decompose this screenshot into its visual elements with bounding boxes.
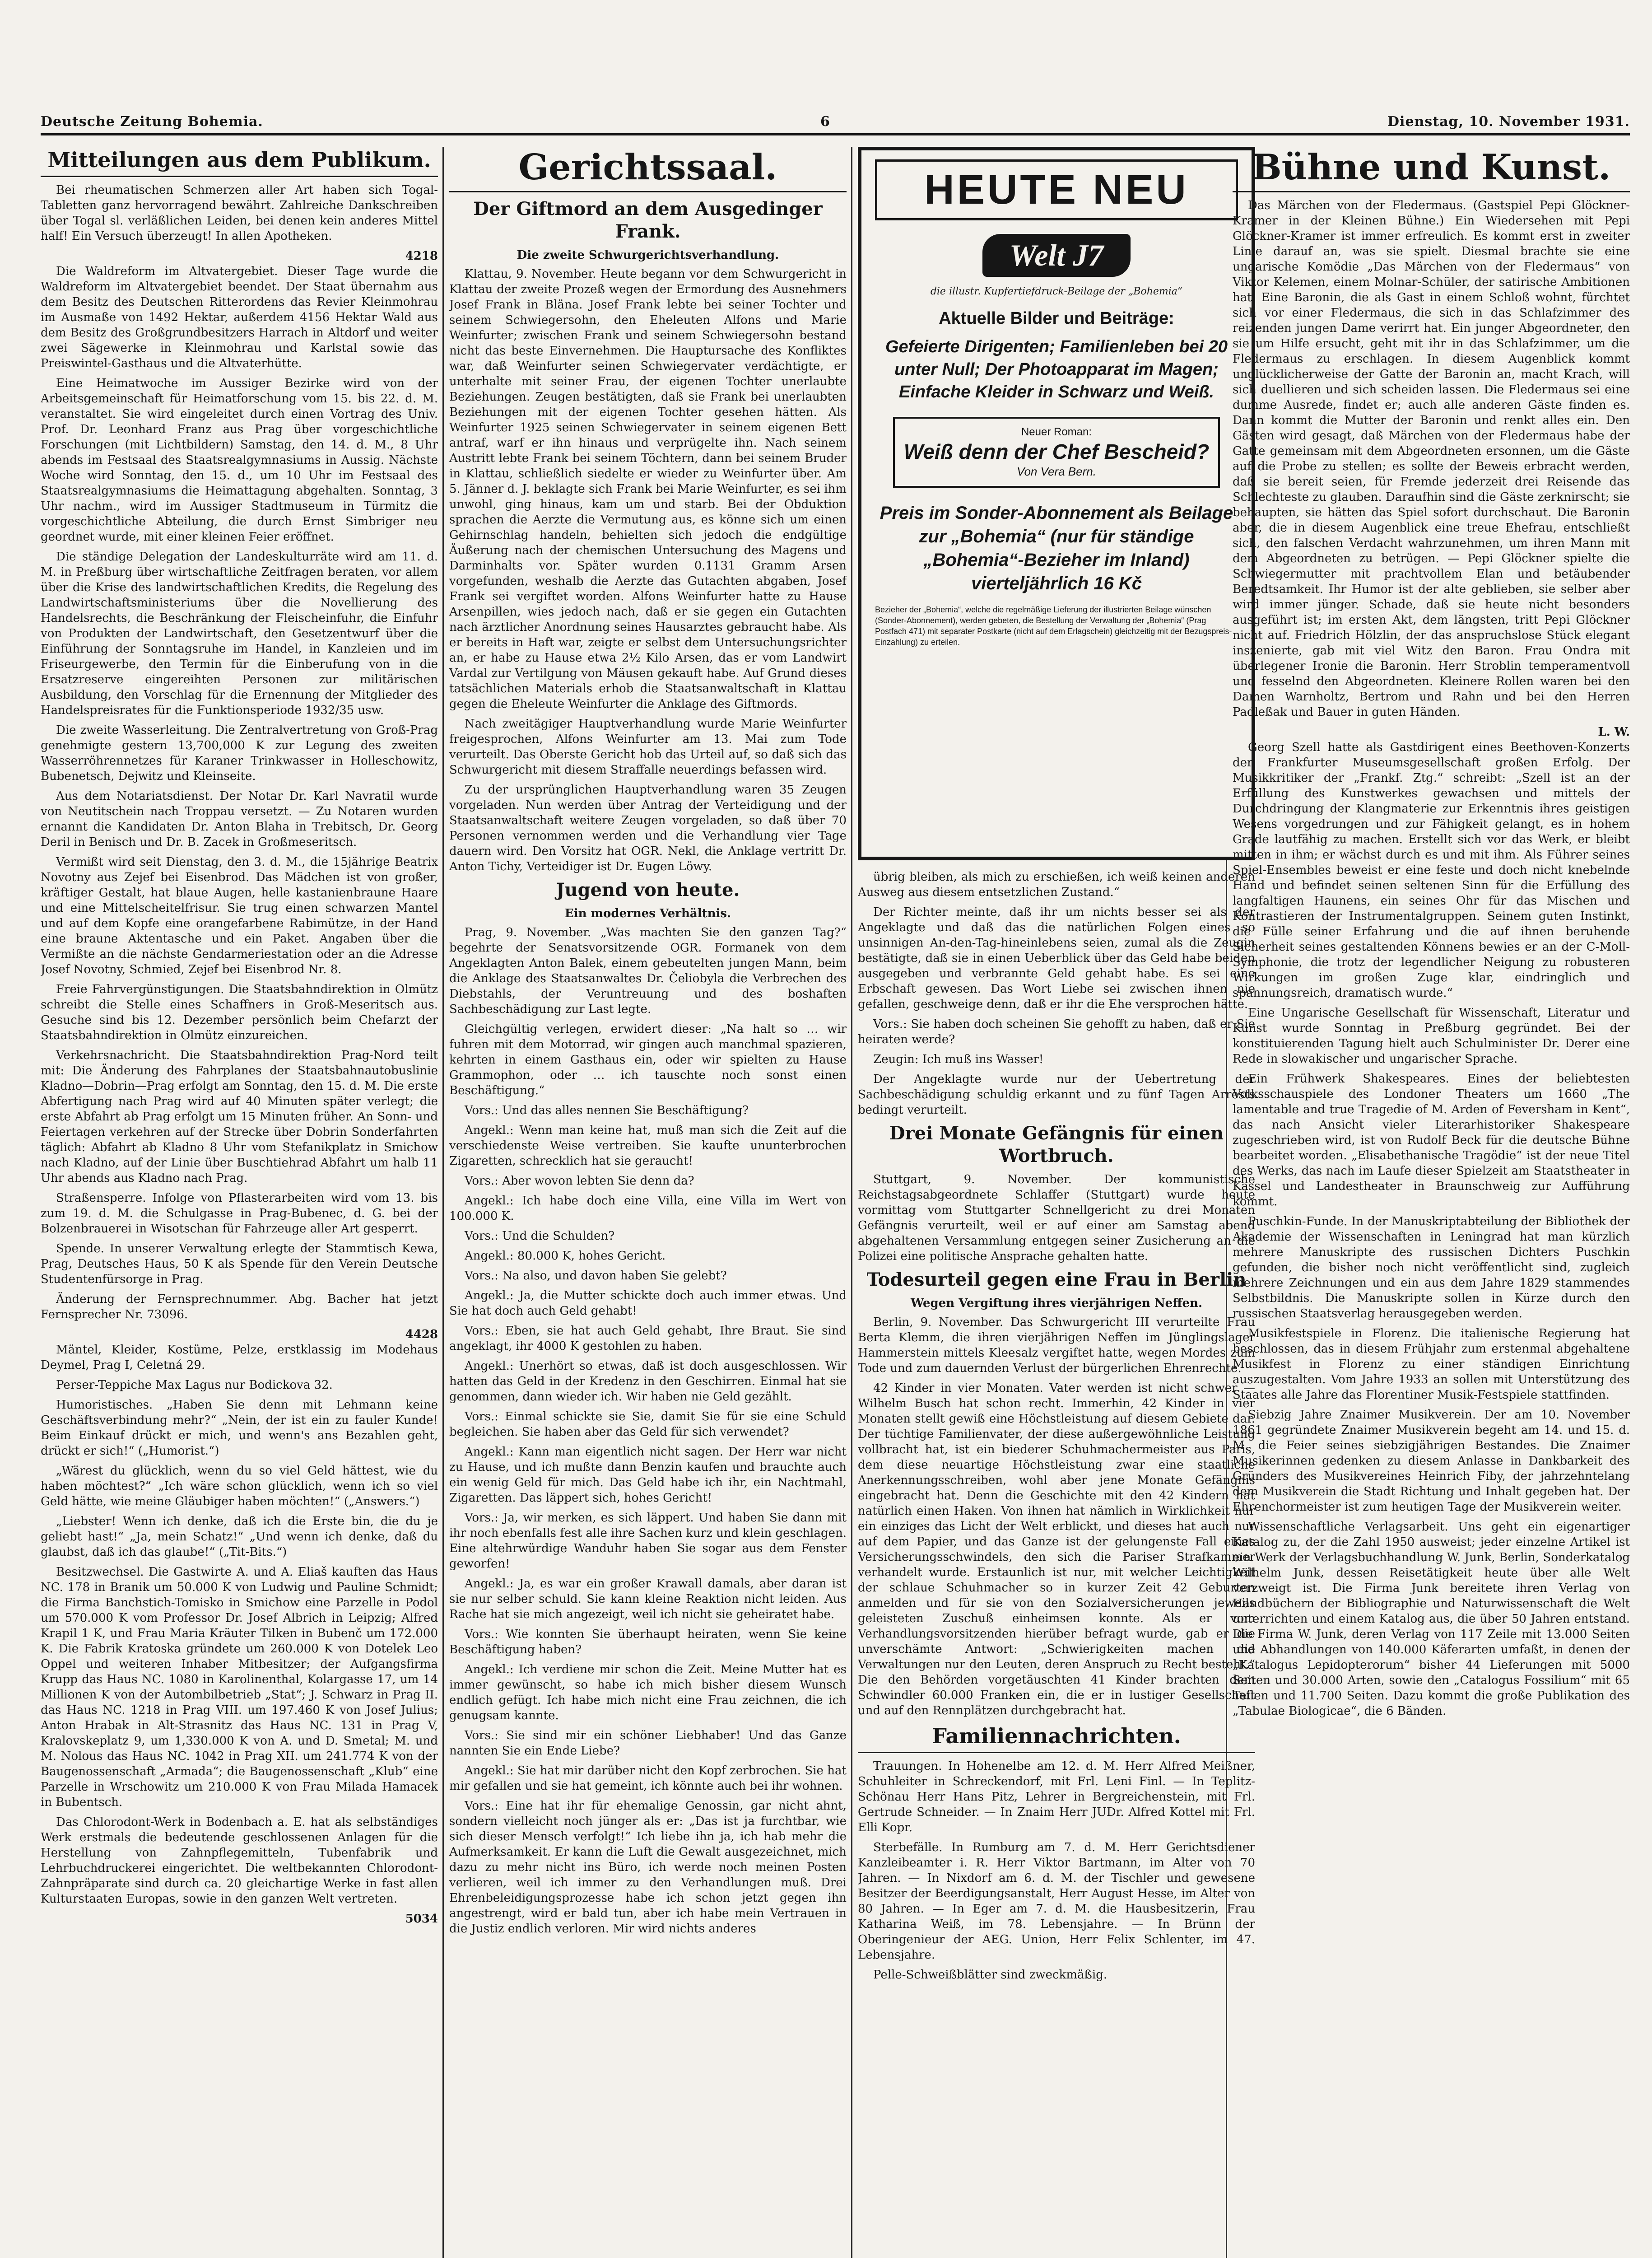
news-item: Puschkin-Funde. In der Manuskriptabteilung der Bibliothek der Akademie der Wissenschaften in Leningrad hat man kürzlich mehrere Manuskripte des russischen Dichters Puschkin gefunden, die bisher noch nicht veröffentlicht sind, zugleich mehrere Zeichnungen und ein aus dem Jahre 1829 stammendes Selbstbildnis. Die Manuskripte sollen in Kürze durch den russischen Staatsverlag herausgegeben werden.	[1233, 1215, 1630, 1320]
ad-headline: HEUTE NEU	[875, 159, 1238, 220]
article-paragraph: Gleichgültig verlegen, erwidert dieser: „Na halt so … wir fuhren mit dem Motorrad, wir gingen auch manchmal spazieren, kehrten in einem Gasthaus ein, oder wir spielten zu Hause Grammophon, oder … ich tauschte noch sonst einen Beschäftigung.“	[449, 1022, 847, 1097]
article-paragraph: Klattau, 9. November. Heute begann vor dem Schwurgericht in Klattau der zweite Prozeß wegen der Ermordung des Ausnehmers Josef Frank in Bläna. Josef Frank lebte bei seiner Tochter und seinem Schwiegersohn, den Eheleuten Alfons und Marie Weinfurter; zwischen Frank und seinem Schwiegersohn bestand nicht das beste Einvernehmen. Die Hauptursache des Konfliktes war, daß Weinfurter seinen Schwiegervater verdächtigte, er unterhalte mit seiner Frau, der eigenen Tochter unerlaubte Beziehungen. Zeugen bestätigten, daß sie Frank bei unerlaubten Beziehungen mit der eigenen Tochter gesehen hätten. Als Weinfurter 1925 seinen Schwiegervater in seinem eigenen Bett antraf, warf er ihn hinaus und verprügelte ihn. Nach seinem Austritt lebte Frank bei seinem Töchtern, dann bei seinem Bruder in Klattau, schließlich siedelte er wieder zu Weinfurter über. Am 5. Jänner d. J. beklagte sich Frank bei Marie Weinfurter, es sei ihm unwohl, ging hinaus, kam um und starb. Bei der Obduktion sprachen die Aerzte die Vermutung aus, es könne sich um einen Gehirnschlag handeln, behielten sich jedoch die endgültige Äußerung nach der chemischen Untersuchung des Magens und Darminhalts vor. Später wurden 0.1131 Gramm Arsen vorgefunden, weshalb die Aerzte das Gutachten abgaben, Josef Frank sei vergiftet worden. Alfons Weinfurter hatte zu Hause Arsenpillen, wies jedoch nach, daß er sie gegen ein Gutachten nach ärztlicher Anordnung seines Hausarztes gebraucht habe. Als er bereits in Haft war, zeigte er selbst dem Untersuchungsrichter an, er habe zu Hause etwa 2½ Kilo Arsen, das er vom Landwirt Vardal zur Vertilgung von Mäusen gekauft habe. Auf Grund dieses tatsächlichen Materials erhob die Staatsanwaltschaft in Klattau gegen die Eheleute Weinfurter die Anklage des Giftmords.	[449, 267, 847, 711]
news-item: Spende. In unserer Verwaltung erlegte der Stammtisch Kewa, Prag, Deutsches Haus, 50 K als Spende für den Verein Deutsche Studentenfürsorge in Prag.	[41, 1242, 438, 1286]
article-paragraph: Der Angeklagte wurde nur der Uebertretung der Sachbeschädigung schuldig erkannt und zu fünf Tagen Arrests bedingt verurteilt.	[858, 1073, 1255, 1117]
dialogue-line: Vors.: Wie konnten Sie überhaupt heiraten, wenn Sie keine Beschäftigung haben?	[449, 1628, 847, 1656]
dialogue-line: Vors.: Eine hat ihr für ehemalige Genossin, gar nicht ahnt, sondern vielleicht noch jünger als er: „Das ist ja furchtbar, wie sich dieser Mensch verfolgt!“ Ich liebe ihn ja, ich hab mehr die Aufmerksamkeit. Er kann die Luft die Gewalt ausgezeichnet, mich dazu zu mehr nicht ins Büro, ich werde noch meinen Posten verlieren, weil ich immer zu den Verhandlungen muß. Drei Ehrenbeleidigungsprozesse habe ich schon jetzt gegen ihn angestrengt, wird er bald tun, aber ich habe mein Vertrauen in die Justiz endlich verloren. Mir wird nichts anderes	[449, 1799, 847, 1936]
dialogue-line: Angekl.: Ja, die Mutter schickte doch auch immer etwas. Und Sie hat doch auch Geld gehabt!	[449, 1289, 847, 1318]
dialogue-line: Vors.: Na also, und davon haben Sie gelebt?	[465, 1269, 727, 1283]
news-item: Eine Heimatwoche im Aussiger Bezirke wird von der Arbeitsgemeinschaft für Heimatforschung vom 15. bis 22. d. M. veranstaltet. Sie wird eingeleitet durch einen Vortrag des Univ. Prof. Dr. Leonhard Franz aus Prag über vorgeschichtliche Forschungen (mit Lichtbildern) Samstag, den 14. d. M., 8 Uhr abends im Festsaal des Staatsrealgymnasiums in Aussig. Nächste Woche wird Sonntag, den 15. d., um 10 Uhr im Festsaal des Staatsrealgymnasiums die Heimattagung abgehalten. Sonntag, 3 Uhr nachm., wird im Aussiger Stadtmuseum in Türmitz die vorgeschichtliche Abteilung, die durch Ernst Simbriger neu geordnet wurde, mit einer kleinen Feier eröffnet.	[41, 377, 438, 544]
article-headline: Der Giftmord an dem Ausgedinger Frank.	[473, 198, 823, 242]
dialogue-line: Vors.: Eben, sie hat auch Geld gehabt, Ihre Braut. Sie sind angeklagt, ihr 4000 K gestohlen zu haben.	[449, 1324, 847, 1353]
article-paragraph: Der Richter meinte, daß ihr um nichts besser sei als der Angeklagte und daß das die natürlichen Folgen eines so unsinnigen An-den-Tag-hineinlebens seien, zumal als die Zeugin bestätigte, daß sie in einen Ueberblick über das Geld habe beiden ausgegeben und verbrannte Geld gehabt habe. Es sei eine Erbschaft gewesen. Das Wort Liebe sei zwischen ihnen nie gefallen, geschweige denn, daß er ihr die Ehe versprochen hätte.	[858, 905, 1255, 1011]
dialogue-line: Angekl.: Wenn man keine hat, muß man sich die Zeit auf die verschiedenste Weise vertreiben. Sie kaufte ununterbrochen Zigaretten, schrecklich hat sie geraucht!	[449, 1124, 847, 1168]
dialogue-line: Angekl.: Ja, es war ein großer Krawall damals, aber daran ist sie nur selber schuld. Sie kann kleine Reaktion nicht leiden. Aus Rache hat sie mich angezeigt, weil ich nicht sie geheiratet habe.	[449, 1577, 847, 1621]
dialogue-line: Vors.: Aber wovon lebten Sie denn da?	[465, 1174, 694, 1188]
family-notice: Sterbefälle. In Rumburg am 7. d. M. Herr Gerichtsdiener Kanzleibeamter i. R. Herr Viktor Bartmann, im Alter von 70 Jahren. — In Nixdorf am 6. d. M. der Tischler und gewesene Besitzer der Beerdigungsanstalt, Herr August Hesse, im Alter von 80 Jahren. — In Eger am 7. d. M. die Hausbesitzerin, Frau Katharina Weiß, im 78. Lebensjahre. — In Brünn der Oberingenieur der AEG. Union, Herr Felix Schlenter, im 47. Lebensjahre.	[858, 1841, 1255, 1962]
ad-price: Preis im Sonder-Abonnement als Beilage zur „Bohemia“ (nur für ständige „Bohemia“-Bezieher im Inland) vierteljährlich 16 Kč	[880, 503, 1233, 593]
article-headline: Jugend von heute.	[556, 879, 740, 900]
article-paragraph: Prag, 9. November. „Was machten Sie den ganzen Tag?“ begehrte der Senatsvorsitzende OGR. Formanek von dem Angeklagten Anton Balek, einem gebeutelten jungen Mann, beim die Anklage des Staatsanwaltes Dr. Čeliobyla die Verbrechen des Diebstahls, der Veruntreuung und des boshaften Sachbeschädigung zur Last legte.	[449, 926, 847, 1016]
news-item: Straßensperre. Infolge von Pflasterarbeiten wird vom 13. bis zum 19. d. M. die Schulgasse in Prag-Bubenec, d. G. bei der Bolzenbrauerei in Wisotschan für Fahrzeuge aller Art gesperrt.	[41, 1191, 438, 1236]
dialogue-line: Vors.: Und die Schulden?	[465, 1229, 615, 1243]
section-title: Gerichtssaal.	[449, 147, 847, 192]
article-headline: Todesurteil gegen eine Frau in Berlin	[866, 1269, 1247, 1290]
dialogue-line: Vors.: Sie haben doch scheinen Sie gehofft zu haben, daß er Sie heiraten werde?	[858, 1017, 1255, 1046]
ad-novel-author: Von Vera Bern.	[1017, 465, 1096, 478]
news-item: Die ständige Delegation der Landeskulturräte wird am 11. d. M. in Preßburg über wirtschaftliche Zeitfragen beraten, vor allem über die Krise des landwirtschaftlichen Kredits, die Regelung des Landwirtschaftsministeriums über die Novellierung des Handelsrechts, die Beschränkung der Fleischeinfuhr, die Einfuhr von Produkten der Landwirtschaft, den Gesetzentwurf über die Einführung der Sonntagsruhe im Handel, in Kanzleien und im Friseurgewerbe, den Termin für die Einberufung von in die Ersatzreserve eingereihten Personen zur militärischen Ausbildung, den Vorschlag für die Ernennung der Mitglieder des Handelspreisrates für die Funktionsperiode 1932/35 usw.	[41, 550, 438, 717]
dialogue-line: Angekl.: Ich verdiene mir schon die Zeit. Meine Mutter hat es immer gewünscht, so habe ich mich bisher diesem Wunsch endlich gefügt. Ich habe mich nicht eine Frau zeichnen, die ich genugsam kannte.	[449, 1663, 847, 1722]
news-item: Das Chlorodont-Werk in Bodenbach a. E. hat als selbständiges Werk erstmals die bedeutende geschlossenen Anlagen für die Herstellung von Zahnpflegemitteln, Tubenfabrik und Lehrbuchdruckerei eingerichtet. Die weltbekannten Chlorodont-Zahnpräparate sind durch ca. 20 gleichartige Werke in fast allen Kulturstaaten Europas, sowie in den ganzen Welt vertreten.	[41, 1815, 438, 1906]
ad-fineprint: Bezieher der „Bohemia“, welche die regelmäßige Lieferung der illustrierten Beilage wünschen (Sonder-Abonnement), werden gebeten, die Bestellung der Verwaltung der „Bohemia“ (Prag Postfach 471) mit separater Postkarte (nicht auf dem Erlagschein) gleichzeitig mit der Bezugspreis-Einzahlung) zu erteilen.	[875, 605, 1232, 647]
news-item: Wissenschaftliche Verlagsarbeit. Uns geht ein eigenartiger Katalog zu, der die Zahl 1950 ausweist; jeder einzelne Artikel ist ein Werk der Verlagsbuchhandlung W. Junk, Berlin, Sonderkatalog Wilhelm Junk, dessen Reisetätigkeit heute über alle Welt verzweigt ist. Die Firma Junk bereitete ihren Verlag von Handbüchern der Bibliographie und Naturwissenschaft die Welt unterrichten und einem Katalog aus, die über 50 Jahren entstand. Die Firma W. Junk, deren Verlag von 117 Zeile mit 13.000 Seiten und Abhandlungen von 140.000 Käferarten umfaßt, in denen der „Katalogus Lepidopterorum“ bisher 44 Lieferungen mit 5000 Seiten und 30.000 Arten, sowie den „Catalogus Fossilium“ mit 65 Teilen und 11.700 Seiten. Dazu kommt die große Publikation des „Tabulae Biologicae“, die 6 Bänden.	[1233, 1520, 1630, 1718]
dialogue-line: Angekl.: Unerhört so etwas, daß ist doch ausgeschlossen. Wir hatten das Geld in der Kredenz in den Geschirren. Einmal hat sie genommen, dann wieder ich. Wir haben nie Geld gezählt.	[449, 1359, 847, 1404]
article-paragraph: Stuttgart, 9. November. Der kommunistische Reichstagsabgeordnete Schlaffer (Stuttgart) wurde heute vormittag vom Stuttgarter Schnellgericht zu drei Monaten Gefängnis verurteilt, weil er auf einer am Samstag abend abgehaltenen Versammlung entgegen seiner Zusicherung an die Polizei eine politische Ansprache gehalten hatte.	[858, 1173, 1255, 1263]
article-paragraph: Berlin, 9. November. Das Schwurgericht III verurteilte Frau Berta Klemm, die ihren vierjährigen Neffen im Jünglingslager Hammerstein mittels Kleesalz vergiftet hatte, wegen Mordes zum Tode und zum dauernden Verlust der bürgerlichen Ehrenrechte.	[858, 1316, 1255, 1375]
running-header	[41, 104, 1630, 135]
dialogue-line: Vors.: Einmal schickte sie Sie, damit Sie für sie eine Schuld begleichen. Sie haben aber das Geld für sich verwendet?	[449, 1410, 847, 1439]
masthead-title: Deutsche Zeitung Bohemia.	[41, 114, 263, 130]
notice: Bei rheumatischen Schmerzen aller Art haben sich Togal-Tabletten ganz hervorragend bewährt. Zahlreiche Dankschreiben über Togal sl. verläßlichen Leiden, bei denen kein anderes Mittel half! Ein Versuch überzeugt! In allen Apotheken.	[41, 183, 438, 243]
column-gerichtssaal	[449, 147, 847, 2258]
advertisement-line: Perser-Teppiche Max Lagus nur Bodickova 32.	[56, 1378, 333, 1392]
column-rule	[851, 147, 852, 2258]
news-item: Georg Szell hatte als Gastdirigent eines Beethoven-Konzerts der Frankfurter Museumsgesellschaft großen Erfolg. Der Musikkritiker der „Frankf. Ztg.“ schreibt: „Szell ist an der Erfüllung des Kunstwerkes gewachsen und mittels der Durchdringung der Klangmaterie zur Erkenntnis ihres geistigen Wesens vorgedrungen und zur Fähigkeit gelangt, es in hohem Grade lautfähig zu machen. Erstellt sich vor das Werk, er bleibt mitten in ihm; er wächst durch es und mit ihm. Als Führer seines Spiel-Ensembles beweist er eine feste und doch nicht knebelnde Hand und befindet seinen seltenen Sinn für die Erfüllung des langfaltigen Haunens, ein seines Ohr für das Mischen und Kontrastieren der Instrumentalgruppen. Seinem guten Instinkt, die Fülle seiner Erfahrung und die auf ihnen beruhende Sicherheit seines gestaltenden Könnens bewies er an der C-Moll-Symphonie, die trotz der legendlicher Neigung zu robusteren Wirkungen im großen Zuge klar, eindringlich und spannungsreich, dramatisch wurde.“	[1233, 741, 1630, 1000]
review-signature: L. W.	[1598, 725, 1630, 739]
notice-number: 4218	[405, 249, 438, 263]
column-publikum	[41, 147, 438, 2258]
section-title: Bühne und Kunst.	[1233, 147, 1630, 192]
article-paragraph: Zu der ursprünglichen Hauptverhandlung waren 35 Zeugen vorgeladen. Nun werden über Antrag der Verteidigung und der Staatsanwaltschaft weitere Zeugen vorgeladen, so daß über 70 Personen vernommen werden und die Verhandlung vier Tage dauern wird. Den Vorsitz hat OGR. Nekl, die Anklage vertritt Dr. Anton Tichy, Verteidiger ist Dr. Eugen Löwy.	[449, 783, 847, 873]
issue-date: Dienstag, 10. November 1931.	[1387, 114, 1630, 130]
dialogue-line: Vors.: Und das alles nennen Sie Beschäftigung?	[465, 1104, 749, 1117]
news-item: Die Waldreform im Altvatergebiet. Dieser Tage wurde die Waldreform im Altvatergebiet beendet. Der Staat übernahm aus dem Besitz des Deutschen Ritterordens das Revier Kleinmohrau im Ausmaße von 1492 Hektar, außerdem 4156 Hektar Wald aus dem Besitz des Großgrundbesitzers Harrach in Altdorf und weiter zwei Sägewerke in Kleinmohrau und Karlstal sowie das Preiswintel-Gasthaus und die Altvaterhütte.	[41, 265, 438, 370]
article-subheadline: Wegen Vergiftung ihres vierjährigen Neffen.	[910, 1297, 1203, 1310]
dialogue-line: Angekl.: Sie hat mir darüber nicht den Kopf zerbrochen. Sie hat mir gefallen und sie hat gemeint, ich könnte auch bei ihr wohnen.	[449, 1764, 847, 1793]
dialogue-line: Angekl.: Kann man eigentlich nicht sagen. Der Herr war nicht zu Hause, und ich mußte dann Benzin kaufen und brauchte auch ein wenig Geld für mich. Das Geld habe ich ihr, ein Nachtmahl, Zigaretten. Das läppert sich, hohes Gericht!	[449, 1445, 847, 1505]
news-item: Vermißt wird seit Dienstag, den 3. d. M., die 15jährige Beatrix Novotny aus Zejef bei Eisenbrod. Das Mädchen ist von großer, kräftiger Gestalt, hat blaue Augen, helle kastanienbraune Haare und eine Mittelscheitelfrisur. Sie trug einen schwarzen Mantel und auf dem Kopfe eine orangefarbene Rabimütze, in der Hand eine braune Aktentasche und ein Paket. Angaben über die Vermißte an die nächste Gendarmeriestation oder an die Adresse Josef Novotny, Schmied, Zejef bei Eisenbrod Nr. 8.	[41, 855, 438, 976]
notice-number: 5034	[405, 1912, 438, 1926]
article-paragraph: 42 Kinder in vier Monaten. Vater werden ist nicht schwer — Wilhelm Busch hat schon recht. Immerhin, 42 Kinder in vier Monaten stellt gewiß eine Höchstleistung auf diesem Gebiete dar. Der tüchtige Familienvater, der diese außergewöhnliche Leistung vollbracht hat, ist ein biederer Schuhmachermeister aus Paris, dem diese neuartige Höchstleistung zwar eine staatliche Anerkennungsschreiben, wohl aber jene Monate Gefängnis eingebracht hat. Denn die Geschichte mit den 42 Kindern hat natürlich einen Haken. Von ihnen hat nämlich in Wirklichkeit nur ein einziges das Licht der Welt erblickt, und dieses hat auch nur auf dem Papier, und das Ganze ist der gelungenste Fall eines Versicherungsschwindels, den sich die Pariser Strafkammer verhandelt wurde. Erstaunlich ist nur, mit welcher Leichtigkeit der schlaue Schuhmacher so in kurzer Zeit 42 Geburten anmelden und für sie von den Sozialversicherungen jeweils geleisteten Zuschuß einheimsen konnte. Als er vom Verhandlungsvorsitzenden hierüber befragt wurde, gab er die unverschämte Antwort: „Schwierigkeiten machen die Verwaltungen nur den Leuten, deren Anspruch zu Recht besteht.“ Die den Behörden vorgetäuschten 41 Kinder brachten dem Schwindler 60.000 Franken ein, die er in lustiger Gesellschaft und auf den Rennplätzen durchgebracht hat.	[858, 1381, 1255, 1717]
news-item: Ein Frühwerk Shakespeares. Eines der beliebtesten Volksschauspiele des Londoner Theaters um 1660 „The lamentable and true Tragedie of M. Arden of Feversham in Kent“, das nach Ansicht vieler Literarhistoriker Shakespeare zugeschrieben wird, ist von Rudolf Beck für die deutsche Bühne bearbeitet worden. „Elisabethanische Tragödie“ ist der neue Titel des Werks, das nach im Laufe dieser Spielzeit am Staatstheater in Kassel und Landestheater in Braunschweig zur Aufführung kommt.	[1233, 1072, 1630, 1208]
section-title: Mitteilungen aus dem Publikum.	[41, 147, 438, 177]
joke: „Liebster! Wenn ich denke, daß ich die Erste bin, die du je geliebt hast!“ „Ja, mein Schatz!“ „Und wenn ich denke, daß du glaubst, daß ich das glaube!“ („Tit-Bits.“)	[41, 1515, 438, 1559]
article-headline: Drei Monate Gefängnis für einen Wortbruch.	[889, 1123, 1224, 1166]
column-continued	[858, 147, 1255, 2258]
ad-contents: Gefeierte Dirigenten; Familienleben bei 20 unter Null; Der Photoapparat im Magen; Einfache Kleider in Schwarz und Weiß.	[885, 337, 1228, 401]
page-number: 6	[820, 114, 830, 130]
ad-novel-kicker: Neuer Roman:	[1021, 426, 1092, 438]
dialogue-line: Vors.: Ja, wir merken, es sich läppert. Und haben Sie dann mit ihr noch ebenfalls fest alle ihre Sachen kurz und klein geschlagen. Eine altehrwürdige Wanduhr haben Sie sogar aus dem Fenster geworfen!	[449, 1511, 847, 1571]
family-notice: Trauungen. In Hohenelbe am 12. d. M. Herr Alfred Meißner, Schuhleiter in Schreckendorf, mit Frl. Leni Finl. — In Teplitz-Schönau Herr Hans Pitz, Lehrer in Bergreichenstein, mit Frl. Gertrude Schneider. — In Znaim Herr JUDr. Alfred Kottel mit Frl. Elli Kopr.	[858, 1759, 1255, 1834]
article-paragraph: Nach zweitägiger Hauptverhandlung wurde Marie Weinfurter freigesprochen, Alfons Weinfurter am 13. Mai zum Tode verurteilt. Das Oberste Gericht hob das Urteil auf, so daß sich das Schwurgericht mit diesem Straffalle neuerdings befassen wird.	[449, 717, 847, 777]
article-subheadline: Die zweite Schwurgerichtsverhandlung.	[517, 248, 779, 262]
news-item: Verkehrsnachricht. Die Staatsbahndirektion Prag-Nord teilt mit: Die Änderung des Fahrplanes der Staatsbahnautobuslinie Kladno—Dobrin—Prag erfolgt am Sonntag, den 15. d. M. Die erste Abfertigung nach Prag wird auf 40 Minuten später verlegt; die erste Abfahrt ab Prag erfolgt um 15 Minuten früher. An Sonn- und Feiertagen verkehren auf der Strecke über Dobrin Sonderfahrten täglich: Abfahrt ab Kladno 8 Uhr vom Stefanikplatz in Smichow nach Kladno, auf der Linie über Buschtiehrad Abfahrt um halb 11 Uhr abends aus Kladno nach Prag.	[41, 1049, 438, 1185]
section-title: Familiennachrichten.	[858, 1723, 1255, 1753]
dialogue-line: Zeugin: Ich muß ins Wasser!	[873, 1053, 1044, 1066]
news-item: Aus dem Notariatsdienst. Der Notar Dr. Karl Navratil wurde von Neutitschein nach Troppau versetzt. — Zu Notaren wurden ernannt die Kandidaten Dr. Anton Blaha in Trebitsch, Dr. Georg Deril in Benisch und Dr. B. Zacek in Großmeseritsch.	[41, 789, 438, 849]
newspaper-page	[41, 104, 1630, 2258]
news-item: Die zweite Wasserleitung. Die Zentralvertretung von Groß-Prag genehmigte gestern 13,700,000 K zur Legung des zweiten Wasserröhrennetzes für Karaner Trinkwasser in Holleschowitz, Bubenetsch, Dejwitz und Kleinseite.	[41, 723, 438, 783]
ad-logo: Welt J7	[982, 234, 1131, 277]
news-item: Siebzig Jahre Znaimer Musikverein. Der am 10. November 1861 gegründete Znaimer Musikverein begeht am 14. und 15. d. M. die Feier seines siebzigjährigen Bestandes. Die Znaimer Musikerinnen gedenken zu diesem Anlasse in Dankbarkeit des Gründers des Musikvereines Heinrich Fiby, der jahrzehntelang dem Musikverein die Stadt Richtung und Inhalt gegeben hat. Der Ehrenchormeister ist zum heutigen Tage der Musikverein weiter.	[1233, 1408, 1630, 1514]
news-item: Musikfestspiele in Florenz. Die italienische Regierung hat beschlossen, das in diesem Frühjahr zum erstenmal abgehaltene Musikfest in Florenz zu einer ständigen Einrichtung auszugestalten. Vom Jahre 1933 an sollen mit Unterstützung des Staates alle Jahre das Florentiner Musik-Festspiele stattfinden.	[1233, 1327, 1630, 1402]
column-buehne	[1233, 147, 1630, 2258]
advertisement-line: Pelle-Schweißblätter sind zweckmäßig.	[873, 1968, 1108, 1982]
article-subheadline: Ein modernes Verhältnis.	[564, 907, 731, 920]
news-item: Änderung der Fernsprechnummer. Abg. Bacher hat jetzt Fernsprecher Nr. 73096.	[41, 1292, 438, 1321]
dialogue-line: Angekl.: Ich habe doch eine Villa, eine Villa im Wert von 100.000 K.	[449, 1194, 847, 1223]
ad-lead: Aktuelle Bilder und Beiträge:	[939, 309, 1174, 328]
notice-number: 4428	[405, 1328, 438, 1341]
article-paragraph: übrig bleiben, als mich zu erschießen, ich weiß keinen anderen Ausweg aus diesem entsetzlichen Zustand.“	[858, 870, 1255, 899]
ad-novel-title: Weiß denn der Chef Bescheid?	[903, 440, 1210, 463]
news-item: Eine Ungarische Gesellschaft für Wissenschaft, Literatur und Kunst wurde Sonntag in Preßburg gegründet. Bei der konstituierenden Tagung hielt auch Schulminister Dr. Derer eine Rede in slowakischer und ungarischer Sprache.	[1233, 1006, 1630, 1066]
dialogue-line: Angekl.: 80.000 K, hohes Gericht.	[465, 1249, 666, 1263]
review: Das Märchen von der Fledermaus. (Gastspiel Pepi Glöckner-Kramer in der Kleinen Bühne.) Ein Wiedersehen mit Pepi Glöckner-Kramer ist immer erfreulich. Es kommt erst in zweiter Linie darauf an, was sie spielt. Diesmal brachte sie eine ungarische Komödie „Das Märchen von der Fledermaus“ von Viktor Kelemen, einem Molnar-Schüler, der satirische Ambitionen hat. Eine Baronin, die als Gast in einem Schloß wohnt, fürchtet sich vor einer Fledermaus, die sich in das Schlafzimmer des reizenden jungen Dame verirrt hat. Ein junger Abgeordneter, den sie um Hilfe ersucht, geht mit ihr in das Schlafzimmer, um die Fledermaus zu erschlagen. In diesem Augenblick kommt unglücklicherweise der Gatte der Baronin an, macht Krach, will sich duellieren und sich scheiden lassen. Die Fledermaus sei eine dumme Ausrede, findet er; auch alle anderen Gäste finden es. Dann kommt die Mutter der Baronin und renkt alles ein. Den Gästen wird gesagt, daß Märchen von der Fledermaus habe der Gatte gemeinsam mit dem Abgeordneten ersonnen, um die Gäste auf die Probe zu stellen; es sollte der Beweis erbracht werden, daß sie bereit seien, für Fremde jederzeit drei Reisende das Schlechteste zu glauben. Daraufhin sind die Gäste zerknirscht; sie behaupten, sie hätten das Spiel sofort durchschaut. Die Baronin aber, die in diesem Augenblick eine treue Ehefrau, entschließt sich, den falschen Verdacht wahrzunehmen, um ihren Mann mit dem Abgeordneten zu betrügen. — Pepi Glöckner spielte die Schwiegermutter mit prachtvollem Elan und betäubender Beredtsamkeit. Ihr Humor ist der alte geblieben, sie selber aber wird immer jünger. Schade, daß sie heute nicht besonders ausgeführt ist; im ersten Akt, dem längsten, tritt Pepi Glöckner nicht auf. Friedrich Hölzlin, der das anspruchslose Stück elegant inszenierte, gab mit viel Witz den Baron. Frau Ondra mit überlegener Ironie die Baronin. Herr Stroblin temperamentvoll und fesselnd den Abgeordneten. Kleinere Rollen waren bei den Damen Warnholtz, Bertrom und Rahn und bei den Herren Padleßak und Bauer in guten Händen.	[1233, 199, 1630, 719]
advertisement-line: Mäntel, Kleider, Kostüme, Pelze, erstklassig im Modehaus Deymel, Prag I, Celetná 29.	[41, 1343, 438, 1372]
news-item: Freie Fahrvergünstigungen. Die Staatsbahndirektion in Olmütz schreibt die Stelle eines Schaffners in Groß-Meseritsch aus. Gesuche sind bis 12. Dezember persönlich beim Chefarzt der Staatsbahndirektion in Olmütz einzureichen.	[41, 983, 438, 1042]
joke: „Wärest du glücklich, wenn du so viel Geld hättest, wie du haben möchtest?“ „Ich wäre schon glücklich, wenn ich so viel Geld hätte, wie meine Gläubiger haben möchten!“ („Answers.“)	[41, 1464, 438, 1508]
column-rule	[442, 147, 444, 2258]
dialogue-line: Vors.: Sie sind mir ein schöner Liebhaber! Und das Ganze nannten Sie ein Ende Liebe?	[449, 1729, 847, 1758]
news-item: Besitzwechsel. Die Gastwirte A. und A. Eliaš kauften das Haus NC. 178 in Branik um 50.000 K von Ludwig und Pauline Schmidt; die Firma Banchstich-Tomisko in Smichow eine Parzelle in Podol um 570.000 K vom Professor Dr. Josef Albrich in Leipzig; Alfred Krapil 1 K, und Frau Maria Kräuter Tilken in Bubenč um 172.000 K. Die Fabrik Kratoska gründete um 260.000 K von Dotelek Leo Oppel und weiteren Inhaber Mitbesitzer; der Aufgangsfirma Krupp das Haus NC. 1080 in Karolinenthal, Kolargasse 17, um 14 Millionen K von der Autombilbetrieb „Stat“; J. Schwarz in Prag II. das Haus NC. 1218 in Prag VIII. um 197.460 K von Josef Julius; Anton Hrabak in Alt-Strasnitz das Haus NC. 131 in Prag V, Kralovskeplatz 9, um 1,330.000 K von A. und D. Smetal; M. und M. Nolous das Haus NC. 1042 in Prag XII. um 241.774 K von der Baugenossenschaft „Armada“; die Baugenossenschaft „Klub“ eine Parzelle in Wrschowitz um 210.000 K von Frau Milada Hamacek in Bubentsch.	[41, 1565, 438, 1809]
joke: Humoristisches. „Haben Sie denn mit Lehmann keine Geschäftsverbindung mehr?“ „Nein, der ist ein zu fauler Kunde! Beim Einkauf drückt er mich, und wenn's ans Bezahlen geht, drückt er sich!“ („Humorist.“)	[41, 1398, 438, 1458]
ad-subtitle: die illustr. Kupfertiefdruck-Beilage der „Bohemia“	[930, 286, 1183, 297]
